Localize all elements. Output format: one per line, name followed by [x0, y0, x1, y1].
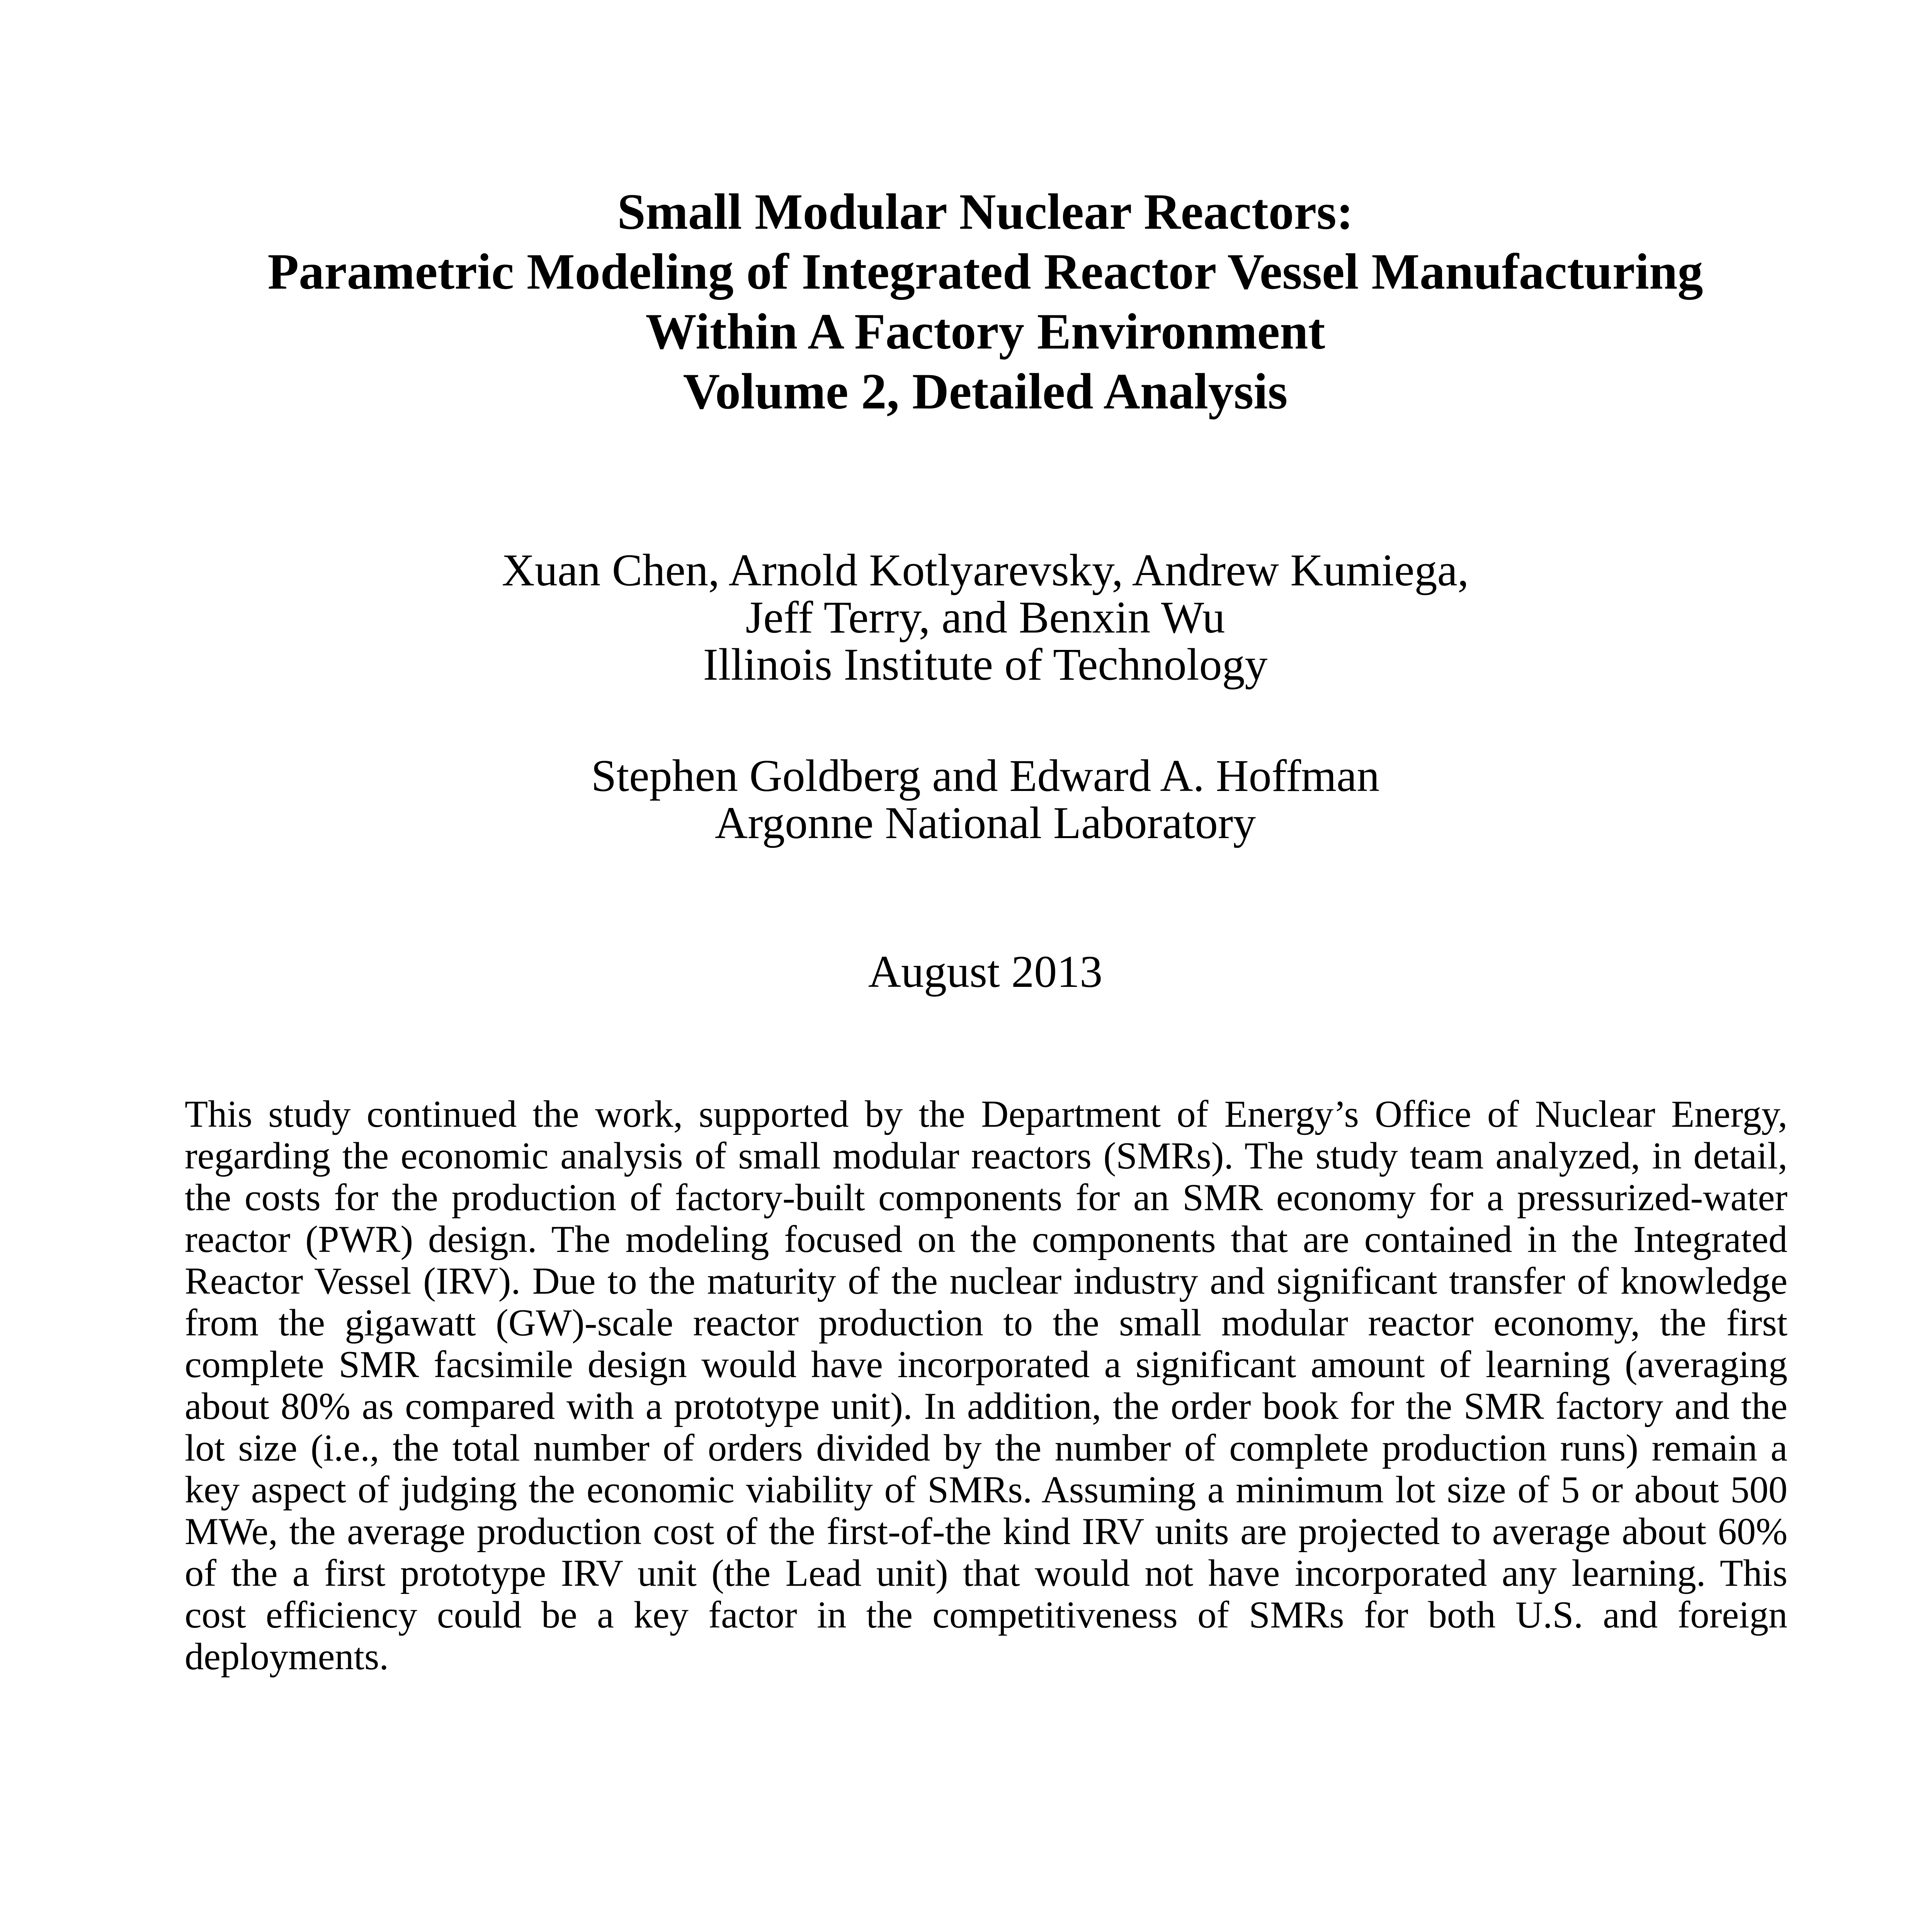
title-line-3: Within A Factory Environment: [645, 303, 1325, 360]
abstract-paragraph: [185, 1094, 1787, 1678]
abstract-line: lot size (i.e., the total number of orders divided by the number of complete production runs) remain a: [185, 1427, 1787, 1469]
author-group-spacer: [0, 688, 1932, 752]
authors-block: [0, 547, 1932, 847]
abstract-line: MWe, the average production cost of the first-of-the kind IRV units are projected to average about 60%: [185, 1510, 1787, 1553]
abstract-line: about 80% as compared with a prototype unit). In addition, the order book for the SMR factory and the: [185, 1385, 1787, 1427]
author-names-line-1: Xuan Chen, Arnold Kotlyarevsky, Andrew Kumiega,: [502, 545, 1469, 595]
abstract-line: Reactor Vessel (IRV). Due to the maturity of the nuclear industry and significant transfer of knowledge: [185, 1260, 1787, 1302]
title-line-1: Small Modular Nuclear Reactors:: [617, 183, 1354, 240]
abstract-line: key aspect of judging the economic viability of SMRs. Assuming a minimum lot size of 5 or about 500: [185, 1469, 1787, 1511]
title-line-2: Parametric Modeling of Integrated Reactor Vessel Manufacturing: [267, 243, 1703, 300]
publication-date: August 2013: [868, 946, 1103, 997]
abstract-line: of the a first prototype IRV unit (the Lead unit) that would not have incorporated any learning. This: [185, 1552, 1787, 1594]
abstract-line: reactor (PWR) design. The modeling focused on the components that are contained in the Integrated: [185, 1218, 1787, 1260]
abstract-line: cost efficiency could be a key factor in the competitiveness of SMRs for both U.S. and foreign: [185, 1594, 1787, 1636]
author-names-line-2: Jeff Terry, and Benxin Wu: [745, 592, 1225, 643]
author-affiliation-argonne: Argonne National Laboratory: [714, 798, 1256, 848]
abstract-line: the costs for the production of factory-built components for an SMR economy for a pressurized-water: [185, 1177, 1787, 1219]
abstract-line: from the gigawatt (GW)-scale reactor production to the small modular reactor economy, the first: [185, 1302, 1787, 1344]
abstract-line: regarding the economic analysis of small modular reactors (SMRs). The study team analyzed, in detail,: [185, 1135, 1787, 1177]
abstract-line: complete SMR facsimile design would have incorporated a significant amount of learning (averaging: [185, 1344, 1787, 1386]
abstract-line-last: deployments.: [185, 1636, 389, 1678]
abstract-line: This study continued the work, supported by the Department of Energy’s Office of Nuclear Energy,: [185, 1093, 1787, 1135]
title-line-4: Volume 2, Detailed Analysis: [683, 363, 1288, 420]
report-title: [0, 182, 1932, 421]
author-names-argonne: Stephen Goldberg and Edward A. Hoffman: [591, 750, 1380, 801]
author-affiliation-iit: Illinois Institute of Technology: [703, 639, 1268, 690]
